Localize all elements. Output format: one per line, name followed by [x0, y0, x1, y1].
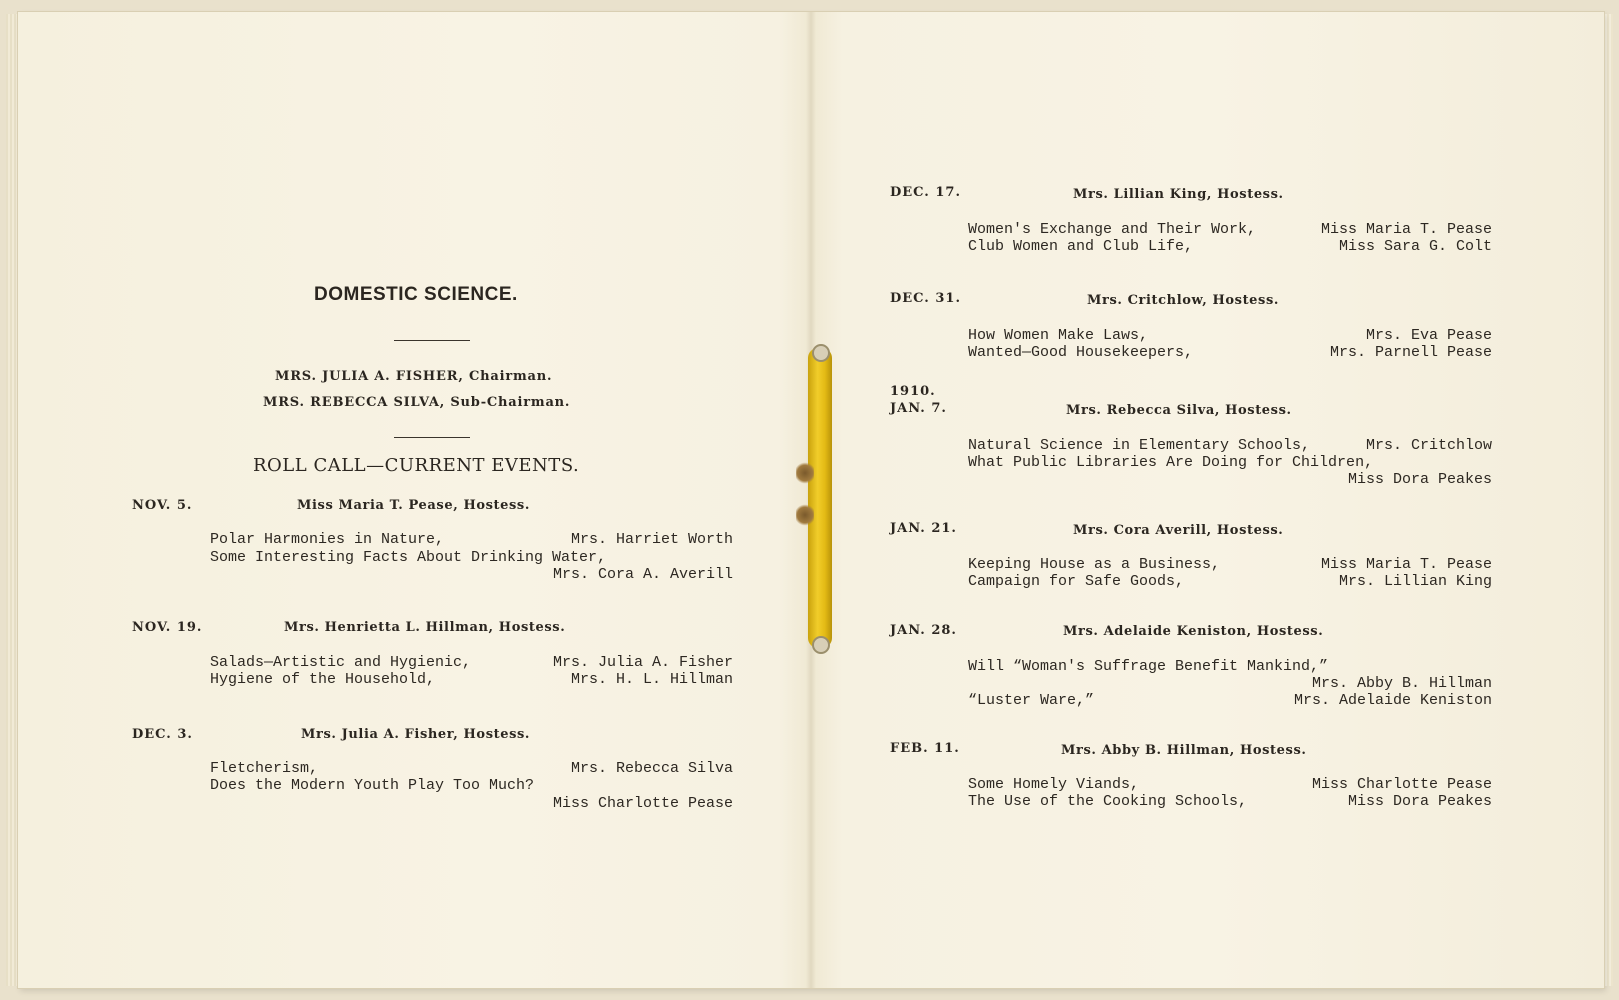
program-topic: Hygiene of the Household, — [210, 671, 436, 688]
program-speaker: Mrs. Abby B. Hillman — [1311, 675, 1492, 692]
meeting-date: DEC. 17. — [890, 185, 961, 200]
meeting-date: JAN. 28. — [890, 623, 957, 638]
meeting-hostess: Mrs. Critchlow, Hostess. — [1087, 293, 1280, 308]
program-topic: What Public Libraries Are Doing for Children, — [968, 454, 1374, 471]
page-title: DOMESTIC SCIENCE. — [314, 284, 518, 305]
meeting-hostess: Mrs. Julia A. Fisher, Hostess. — [301, 727, 531, 742]
meeting-hostess: Mrs. Henrietta L. Hillman, Hostess. — [284, 620, 566, 635]
program-speaker: Miss Dora Peakes — [1347, 793, 1492, 810]
program-speaker: Miss Maria T. Pease — [1320, 556, 1492, 573]
meeting-date: FEB. 11. — [890, 741, 960, 756]
sub-chairman-line: MRS. REBECCA SILVA, Sub-Chairman. — [263, 395, 571, 410]
program-speaker: Mrs. Lillian King — [1338, 573, 1492, 590]
paper-stain — [796, 504, 814, 526]
binding-hole-top — [812, 344, 830, 362]
program-topic: Salads—Artistic and Hygienic, — [210, 654, 472, 671]
program-topic: Campaign for Safe Goods, — [968, 573, 1185, 590]
meeting-year: 1910. — [890, 384, 936, 399]
meeting-hostess: Mrs. Cora Averill, Hostess. — [1073, 523, 1284, 538]
meeting-date: DEC. 31. — [890, 291, 961, 306]
program-speaker: Mrs. Eva Pease — [1365, 327, 1492, 344]
program-topic: Fletcherism, — [210, 760, 319, 777]
yellow-ribbon-binding — [808, 348, 832, 648]
program-topic: Natural Science in Elementary Schools, — [968, 437, 1311, 454]
meeting-hostess: Mrs. Adelaide Keniston, Hostess. — [1063, 624, 1324, 639]
roll-call-heading: ROLL CALL—CURRENT EVENTS. — [253, 455, 580, 476]
program-speaker: Mrs. Cora A. Averill — [552, 566, 733, 583]
program-topic: Women's Exchange and Their Work, — [968, 221, 1257, 238]
meeting-hostess: Miss Maria T. Pease, Hostess. — [297, 498, 530, 513]
program-topic: Some Homely Viands, — [968, 776, 1140, 793]
program-speaker: Miss Dora Peakes — [1347, 471, 1492, 488]
program-speaker: Mrs. Rebecca Silva — [570, 760, 733, 777]
binding-hole-bottom — [812, 636, 830, 654]
program-topic: Club Women and Club Life, — [968, 238, 1194, 255]
program-speaker: Mrs. Adelaide Keniston — [1293, 692, 1492, 709]
chairman-line: MRS. JULIA A. FISHER, Chairman. — [275, 369, 553, 384]
divider — [394, 437, 470, 438]
program-speaker: Mrs. Julia A. Fisher — [552, 654, 733, 671]
meeting-hostess: Mrs. Rebecca Silva, Hostess. — [1066, 403, 1292, 418]
program-speaker: Mrs. Critchlow — [1365, 437, 1492, 454]
divider — [394, 340, 470, 341]
meeting-hostess: Mrs. Abby B. Hillman, Hostess. — [1061, 743, 1307, 758]
meeting-date: NOV. 19. — [132, 620, 203, 635]
meeting-date: JAN. 7. — [890, 401, 947, 416]
paper-stain — [796, 462, 814, 484]
program-speaker: Miss Charlotte Pease — [1311, 776, 1492, 793]
meeting-date: JAN. 21. — [890, 521, 957, 536]
meeting-hostess: Mrs. Lillian King, Hostess. — [1073, 187, 1284, 202]
program-topic: The Use of the Cooking Schools, — [968, 793, 1248, 810]
program-speaker: Mrs. Harriet Worth — [570, 531, 733, 548]
program-speaker: Mrs. H. L. Hillman — [570, 671, 733, 688]
program-topic: Wanted—Good Housekeepers, — [968, 344, 1194, 361]
meeting-date: DEC. 3. — [132, 727, 193, 742]
program-topic: How Women Make Laws, — [968, 327, 1149, 344]
program-topic: Some Interesting Facts About Drinking Water, — [210, 549, 607, 566]
program-speaker: Mrs. Parnell Pease — [1329, 344, 1492, 361]
program-speaker: Miss Sara G. Colt — [1338, 238, 1492, 255]
program-topic: Does the Modern Youth Play Too Much? — [210, 777, 535, 794]
meeting-date: NOV. 5. — [132, 498, 193, 513]
program-speaker: Miss Charlotte Pease — [552, 795, 733, 812]
program-topic: Polar Harmonies in Nature, — [210, 531, 445, 548]
program-topic: Will “Woman's Suffrage Benefit Mankind,” — [968, 658, 1329, 675]
program-speaker: Miss Maria T. Pease — [1320, 221, 1492, 238]
program-topic: “Luster Ware,” — [968, 692, 1095, 709]
program-topic: Keeping House as a Business, — [968, 556, 1221, 573]
